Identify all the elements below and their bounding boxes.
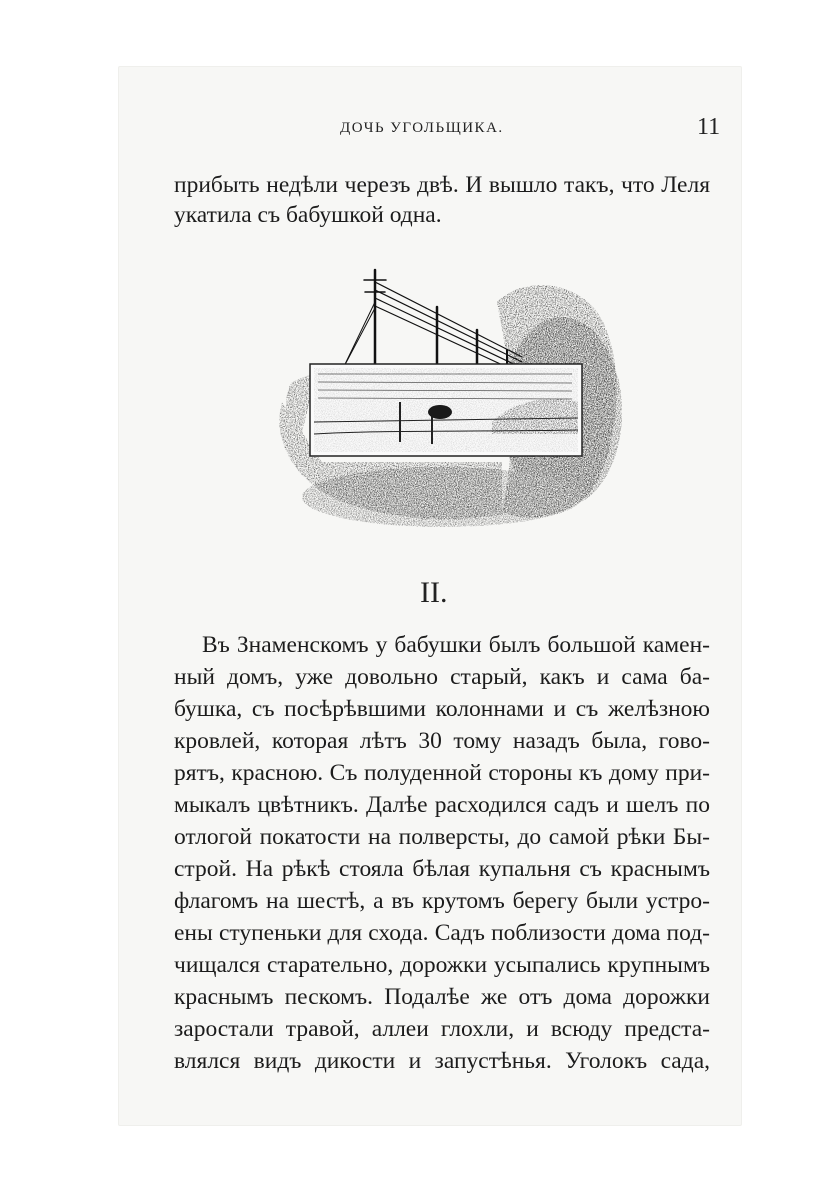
text-line: отлогой покатости на полверсты, до самой рѣки Бы- bbox=[174, 824, 710, 850]
text-line: влялся видъ дикости и запустѣнья. Уголокъ сада, bbox=[174, 1048, 710, 1074]
text-line: ены ступеньки для схода. Садъ поблизости дома под- bbox=[174, 920, 710, 946]
text-line: мыкалъ цвѣтникъ. Далѣе расходился садъ и шелъ по bbox=[174, 792, 710, 818]
text-line: флагомъ на шестѣ, а въ крутомъ берегу были устро- bbox=[174, 888, 710, 914]
running-title: ДОЧЬ УГОЛЬЩИКА. bbox=[340, 120, 504, 136]
text-line: прибыть недѣли черезъ двѣ. И вышло такъ, что Леля bbox=[174, 172, 710, 198]
text-line: укатила съ бабушкой одна. bbox=[174, 202, 442, 228]
engraving-illustration-icon bbox=[262, 262, 632, 532]
text-line: чищался старательно, дорожки усыпались крупнымъ bbox=[174, 952, 710, 978]
text-line: заростали травой, аллеи глохли, и всюду предста- bbox=[174, 1016, 710, 1042]
page-number: 11 bbox=[697, 114, 721, 140]
text-line: краснымъ пескомъ. Подалѣе же отъ дома дорожки bbox=[174, 984, 710, 1010]
text-line: строй. На рѣкѣ стояла бѣлая купальня съ краснымъ bbox=[174, 856, 710, 882]
chapter-heading: II. bbox=[420, 576, 448, 609]
text-line: кровлей, которая лѣтъ 30 тому назадъ была, гово- bbox=[174, 728, 710, 754]
text-line: бушка, съ посѣрѣвшими колоннами и съ желѣзною bbox=[174, 696, 710, 722]
text-line: рятъ, красною. Съ полуденной стороны къ дому при- bbox=[174, 760, 710, 786]
text-line: Въ Знаменскомъ у бабушки былъ большой камен- bbox=[202, 632, 710, 658]
text-line: ный домъ, уже довольно старый, какъ и сама ба- bbox=[174, 664, 710, 690]
